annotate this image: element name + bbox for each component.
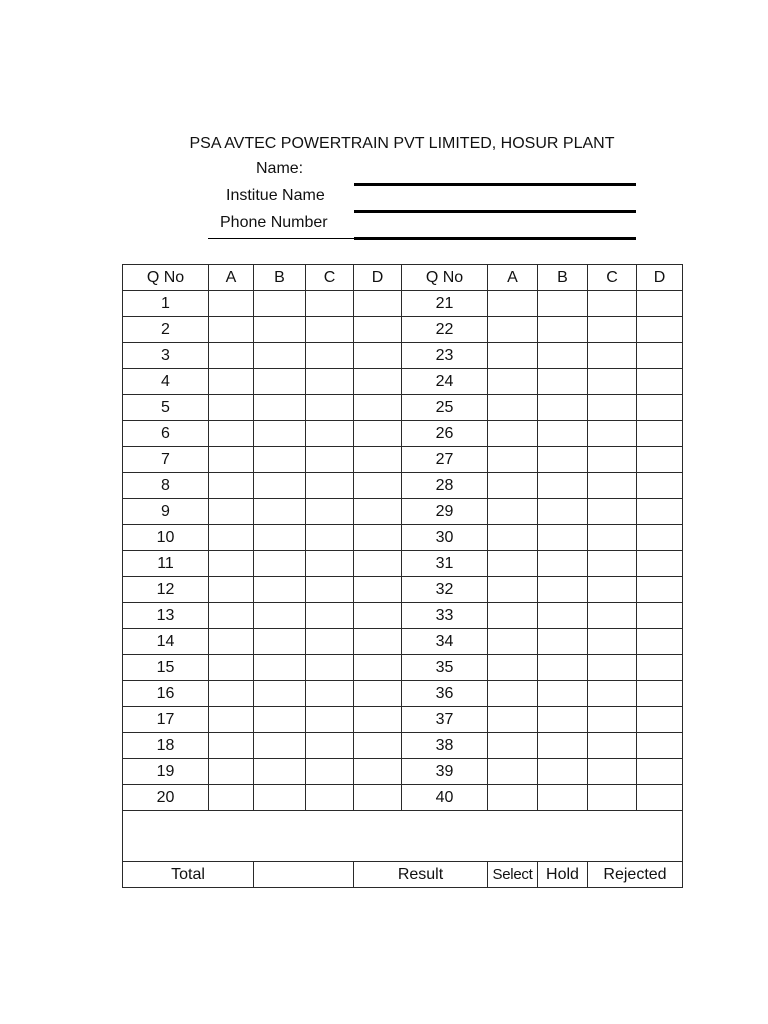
answer-cell-d[interactable] bbox=[637, 785, 683, 811]
answer-cell-b[interactable] bbox=[254, 551, 306, 577]
answer-cell-d[interactable] bbox=[354, 655, 402, 681]
answer-cell-c[interactable] bbox=[306, 343, 354, 369]
answer-cell-b[interactable] bbox=[254, 447, 306, 473]
answer-cell-a[interactable] bbox=[488, 785, 538, 811]
question-number: 23 bbox=[402, 343, 488, 369]
answer-cell-b[interactable] bbox=[254, 577, 306, 603]
answer-cell-a[interactable] bbox=[488, 421, 538, 447]
answer-cell-a[interactable] bbox=[209, 473, 254, 499]
question-number: 30 bbox=[402, 525, 488, 551]
answer-cell-c[interactable] bbox=[588, 551, 637, 577]
answer-cell-a[interactable] bbox=[488, 629, 538, 655]
answer-cell-c[interactable] bbox=[588, 291, 637, 317]
answer-cell-d[interactable] bbox=[354, 317, 402, 343]
answer-cell-c[interactable] bbox=[306, 525, 354, 551]
table-row bbox=[123, 447, 683, 473]
name-field[interactable] bbox=[354, 183, 636, 186]
answer-cell-b[interactable] bbox=[538, 499, 588, 525]
answer-cell-b[interactable] bbox=[254, 759, 306, 785]
answer-cell-a[interactable] bbox=[209, 785, 254, 811]
table-row bbox=[123, 655, 683, 681]
answer-sheet-table bbox=[122, 264, 683, 888]
blank-cell bbox=[123, 811, 683, 862]
question-number: 17 bbox=[123, 707, 209, 733]
summary-row bbox=[123, 862, 683, 888]
answer-cell-d[interactable] bbox=[637, 655, 683, 681]
phone-underline bbox=[208, 238, 354, 239]
answer-cell-b[interactable] bbox=[254, 629, 306, 655]
answer-cell-c[interactable] bbox=[306, 499, 354, 525]
answer-cell-d[interactable] bbox=[637, 395, 683, 421]
answer-cell-a[interactable] bbox=[488, 369, 538, 395]
answer-cell-b[interactable] bbox=[538, 473, 588, 499]
header-b-left: B bbox=[254, 265, 306, 291]
answer-cell-c[interactable] bbox=[588, 499, 637, 525]
total-value-cell[interactable] bbox=[254, 862, 354, 888]
form-title: PSA AVTEC POWERTRAIN PVT LIMITED, HOSUR PLANT bbox=[189, 135, 615, 152]
question-number: 15 bbox=[123, 655, 209, 681]
answer-rows bbox=[123, 291, 683, 811]
answer-cell-c[interactable] bbox=[306, 707, 354, 733]
answer-cell-a[interactable] bbox=[488, 603, 538, 629]
question-number: 33 bbox=[402, 603, 488, 629]
answer-cell-a[interactable] bbox=[209, 759, 254, 785]
table-row bbox=[123, 473, 683, 499]
answer-cell-c[interactable] bbox=[306, 785, 354, 811]
answer-cell-d[interactable] bbox=[354, 421, 402, 447]
header-a-right: A bbox=[488, 265, 538, 291]
institute-field[interactable] bbox=[354, 210, 636, 213]
question-number: 40 bbox=[402, 785, 488, 811]
answer-cell-c[interactable] bbox=[306, 421, 354, 447]
answer-cell-a[interactable] bbox=[488, 681, 538, 707]
question-number: 2 bbox=[123, 317, 209, 343]
answer-cell-c[interactable] bbox=[306, 317, 354, 343]
question-number: 27 bbox=[402, 447, 488, 473]
question-number: 34 bbox=[402, 629, 488, 655]
answer-cell-c[interactable] bbox=[306, 577, 354, 603]
answer-cell-a[interactable] bbox=[209, 733, 254, 759]
answer-cell-a[interactable] bbox=[209, 395, 254, 421]
answer-cell-b[interactable] bbox=[538, 629, 588, 655]
answer-cell-a[interactable] bbox=[209, 655, 254, 681]
question-number: 31 bbox=[402, 551, 488, 577]
answer-cell-b[interactable] bbox=[254, 655, 306, 681]
answer-cell-c[interactable] bbox=[588, 629, 637, 655]
answer-cell-d[interactable] bbox=[637, 473, 683, 499]
answer-cell-d[interactable] bbox=[637, 447, 683, 473]
answer-cell-b[interactable] bbox=[538, 395, 588, 421]
question-number: 28 bbox=[402, 473, 488, 499]
answer-cell-c[interactable] bbox=[306, 447, 354, 473]
header-d-right: D bbox=[637, 265, 683, 291]
answer-cell-b[interactable] bbox=[254, 499, 306, 525]
answer-cell-d[interactable] bbox=[637, 733, 683, 759]
table-header-row bbox=[123, 265, 683, 291]
question-number: 12 bbox=[123, 577, 209, 603]
answer-cell-d[interactable] bbox=[354, 603, 402, 629]
answer-cell-a[interactable] bbox=[488, 733, 538, 759]
answer-cell-a[interactable] bbox=[209, 291, 254, 317]
answer-cell-d[interactable] bbox=[354, 681, 402, 707]
answer-cell-a[interactable] bbox=[488, 655, 538, 681]
table-row bbox=[123, 785, 683, 811]
header-c-left: C bbox=[306, 265, 354, 291]
answer-cell-d[interactable] bbox=[637, 317, 683, 343]
table-row bbox=[123, 681, 683, 707]
answer-cell-b[interactable] bbox=[254, 525, 306, 551]
rejected-label[interactable]: Rejected bbox=[588, 862, 683, 888]
question-number: 29 bbox=[402, 499, 488, 525]
answer-cell-c[interactable] bbox=[588, 317, 637, 343]
question-number: 21 bbox=[402, 291, 488, 317]
answer-cell-b[interactable] bbox=[254, 707, 306, 733]
header-d-left: D bbox=[354, 265, 402, 291]
answer-cell-a[interactable] bbox=[209, 577, 254, 603]
blank-row bbox=[123, 811, 683, 862]
question-number: 5 bbox=[123, 395, 209, 421]
question-number: 37 bbox=[402, 707, 488, 733]
answer-cell-c[interactable] bbox=[306, 733, 354, 759]
answer-cell-c[interactable] bbox=[306, 473, 354, 499]
answer-cell-a[interactable] bbox=[488, 395, 538, 421]
answer-cell-d[interactable] bbox=[354, 759, 402, 785]
question-number: 22 bbox=[402, 317, 488, 343]
question-number: 39 bbox=[402, 759, 488, 785]
answer-cell-d[interactable] bbox=[637, 629, 683, 655]
table-row bbox=[123, 759, 683, 785]
answer-cell-c[interactable] bbox=[588, 473, 637, 499]
question-number: 3 bbox=[123, 343, 209, 369]
select-label[interactable]: Select bbox=[488, 862, 538, 888]
answer-cell-c[interactable] bbox=[306, 655, 354, 681]
answer-cell-b[interactable] bbox=[254, 421, 306, 447]
answer-cell-d[interactable] bbox=[354, 577, 402, 603]
answer-cell-a[interactable] bbox=[488, 343, 538, 369]
answer-cell-d[interactable] bbox=[637, 525, 683, 551]
question-number: 6 bbox=[123, 421, 209, 447]
answer-cell-c[interactable] bbox=[306, 395, 354, 421]
answer-cell-b[interactable] bbox=[254, 317, 306, 343]
answer-cell-a[interactable] bbox=[488, 707, 538, 733]
table-row bbox=[123, 629, 683, 655]
table-row bbox=[123, 343, 683, 369]
header-qno-left: Q No bbox=[123, 265, 209, 291]
answer-cell-a[interactable] bbox=[488, 447, 538, 473]
answer-cell-b[interactable] bbox=[538, 681, 588, 707]
answer-cell-a[interactable] bbox=[488, 291, 538, 317]
phone-label: Phone Number bbox=[220, 214, 328, 231]
answer-cell-c[interactable] bbox=[306, 681, 354, 707]
header-b-right: B bbox=[538, 265, 588, 291]
answer-cell-d[interactable] bbox=[637, 707, 683, 733]
answer-cell-b[interactable] bbox=[538, 291, 588, 317]
answer-cell-b[interactable] bbox=[254, 369, 306, 395]
answer-cell-c[interactable] bbox=[588, 759, 637, 785]
answer-cell-a[interactable] bbox=[488, 525, 538, 551]
answer-cell-d[interactable] bbox=[354, 707, 402, 733]
answer-cell-d[interactable] bbox=[637, 551, 683, 577]
question-number: 25 bbox=[402, 395, 488, 421]
answer-cell-b[interactable] bbox=[538, 785, 588, 811]
answer-cell-d[interactable] bbox=[637, 603, 683, 629]
table-row bbox=[123, 577, 683, 603]
answer-cell-b[interactable] bbox=[538, 603, 588, 629]
answer-cell-b[interactable] bbox=[538, 447, 588, 473]
answer-cell-b[interactable] bbox=[254, 473, 306, 499]
answer-cell-b[interactable] bbox=[254, 603, 306, 629]
answer-cell-c[interactable] bbox=[588, 785, 637, 811]
answer-cell-d[interactable] bbox=[637, 343, 683, 369]
answer-cell-a[interactable] bbox=[209, 629, 254, 655]
answer-cell-c[interactable] bbox=[306, 369, 354, 395]
answer-cell-a[interactable] bbox=[209, 499, 254, 525]
answer-cell-a[interactable] bbox=[209, 551, 254, 577]
question-number: 4 bbox=[123, 369, 209, 395]
answer-cell-c[interactable] bbox=[588, 395, 637, 421]
answer-cell-d[interactable] bbox=[354, 551, 402, 577]
answer-cell-b[interactable] bbox=[254, 733, 306, 759]
answer-cell-c[interactable] bbox=[588, 525, 637, 551]
answer-cell-d[interactable] bbox=[354, 473, 402, 499]
answer-cell-d[interactable] bbox=[354, 291, 402, 317]
answer-cell-c[interactable] bbox=[588, 707, 637, 733]
answer-cell-a[interactable] bbox=[209, 421, 254, 447]
answer-cell-a[interactable] bbox=[488, 551, 538, 577]
answer-cell-d[interactable] bbox=[354, 785, 402, 811]
answer-cell-d[interactable] bbox=[354, 499, 402, 525]
answer-cell-b[interactable] bbox=[254, 343, 306, 369]
name-label: Name: bbox=[256, 160, 304, 177]
answer-cell-a[interactable] bbox=[209, 681, 254, 707]
answer-cell-c[interactable] bbox=[588, 681, 637, 707]
answer-cell-d[interactable] bbox=[354, 395, 402, 421]
answer-cell-d[interactable] bbox=[637, 577, 683, 603]
answer-cell-b[interactable] bbox=[538, 733, 588, 759]
question-number: 35 bbox=[402, 655, 488, 681]
answer-cell-a[interactable] bbox=[488, 473, 538, 499]
result-label: Result bbox=[354, 862, 488, 888]
header-a-left: A bbox=[209, 265, 254, 291]
header-qno-right: Q No bbox=[402, 265, 488, 291]
answer-cell-a[interactable] bbox=[488, 317, 538, 343]
institute-label: Institue Name bbox=[226, 187, 325, 204]
question-number: 14 bbox=[123, 629, 209, 655]
answer-cell-b[interactable] bbox=[254, 785, 306, 811]
table-row bbox=[123, 421, 683, 447]
question-number: 32 bbox=[402, 577, 488, 603]
answer-cell-c[interactable] bbox=[306, 759, 354, 785]
table-row bbox=[123, 369, 683, 395]
hold-label[interactable]: Hold bbox=[538, 862, 588, 888]
answer-cell-a[interactable] bbox=[209, 447, 254, 473]
table-row bbox=[123, 291, 683, 317]
answer-cell-b[interactable] bbox=[538, 707, 588, 733]
answer-cell-b[interactable] bbox=[254, 681, 306, 707]
answer-cell-c[interactable] bbox=[306, 603, 354, 629]
answer-cell-a[interactable] bbox=[209, 317, 254, 343]
answer-cell-d[interactable] bbox=[637, 681, 683, 707]
answer-cell-b[interactable] bbox=[538, 421, 588, 447]
answer-cell-b[interactable] bbox=[254, 395, 306, 421]
table-row bbox=[123, 525, 683, 551]
answer-cell-b[interactable] bbox=[538, 655, 588, 681]
answer-cell-c[interactable] bbox=[588, 733, 637, 759]
table-row bbox=[123, 395, 683, 421]
answer-cell-b[interactable] bbox=[254, 291, 306, 317]
question-number: 36 bbox=[402, 681, 488, 707]
answer-cell-d[interactable] bbox=[637, 421, 683, 447]
question-number: 19 bbox=[123, 759, 209, 785]
answer-cell-c[interactable] bbox=[588, 655, 637, 681]
answer-cell-b[interactable] bbox=[538, 551, 588, 577]
answer-cell-d[interactable] bbox=[354, 369, 402, 395]
header-c-right: C bbox=[588, 265, 637, 291]
answer-cell-c[interactable] bbox=[588, 421, 637, 447]
answer-cell-d[interactable] bbox=[637, 369, 683, 395]
table-row bbox=[123, 551, 683, 577]
total-label: Total bbox=[123, 862, 254, 888]
answer-cell-a[interactable] bbox=[488, 499, 538, 525]
answer-cell-d[interactable] bbox=[354, 343, 402, 369]
answer-cell-a[interactable] bbox=[209, 525, 254, 551]
answer-cell-a[interactable] bbox=[209, 707, 254, 733]
answer-cell-c[interactable] bbox=[588, 343, 637, 369]
table-row bbox=[123, 499, 683, 525]
phone-field[interactable] bbox=[354, 237, 636, 240]
question-number: 26 bbox=[402, 421, 488, 447]
answer-cell-a[interactable] bbox=[209, 603, 254, 629]
question-number: 10 bbox=[123, 525, 209, 551]
question-number: 13 bbox=[123, 603, 209, 629]
answer-cell-d[interactable] bbox=[637, 759, 683, 785]
table-row bbox=[123, 733, 683, 759]
answer-cell-c[interactable] bbox=[588, 577, 637, 603]
answer-cell-b[interactable] bbox=[538, 759, 588, 785]
question-number: 18 bbox=[123, 733, 209, 759]
answer-cell-a[interactable] bbox=[488, 577, 538, 603]
answer-cell-c[interactable] bbox=[588, 603, 637, 629]
answer-cell-a[interactable] bbox=[488, 759, 538, 785]
answer-cell-d[interactable] bbox=[354, 525, 402, 551]
answer-cell-a[interactable] bbox=[209, 343, 254, 369]
answer-cell-c[interactable] bbox=[306, 629, 354, 655]
answer-cell-c[interactable] bbox=[588, 369, 637, 395]
answer-cell-a[interactable] bbox=[209, 369, 254, 395]
question-number: 16 bbox=[123, 681, 209, 707]
answer-cell-d[interactable] bbox=[637, 291, 683, 317]
question-number: 8 bbox=[123, 473, 209, 499]
answer-cell-c[interactable] bbox=[306, 291, 354, 317]
table-row bbox=[123, 317, 683, 343]
question-number: 11 bbox=[123, 551, 209, 577]
answer-cell-d[interactable] bbox=[354, 733, 402, 759]
table-row bbox=[123, 603, 683, 629]
table-row bbox=[123, 707, 683, 733]
answer-cell-b[interactable] bbox=[538, 343, 588, 369]
question-number: 38 bbox=[402, 733, 488, 759]
question-number: 7 bbox=[123, 447, 209, 473]
question-number: 24 bbox=[402, 369, 488, 395]
answer-cell-b[interactable] bbox=[538, 317, 588, 343]
answer-cell-d[interactable] bbox=[354, 629, 402, 655]
answer-cell-b[interactable] bbox=[538, 577, 588, 603]
question-number: 20 bbox=[123, 785, 209, 811]
question-number: 1 bbox=[123, 291, 209, 317]
answer-cell-b[interactable] bbox=[538, 369, 588, 395]
answer-cell-c[interactable] bbox=[588, 447, 637, 473]
answer-cell-d[interactable] bbox=[637, 499, 683, 525]
question-number: 9 bbox=[123, 499, 209, 525]
answer-cell-d[interactable] bbox=[354, 447, 402, 473]
answer-cell-c[interactable] bbox=[306, 551, 354, 577]
answer-cell-b[interactable] bbox=[538, 525, 588, 551]
